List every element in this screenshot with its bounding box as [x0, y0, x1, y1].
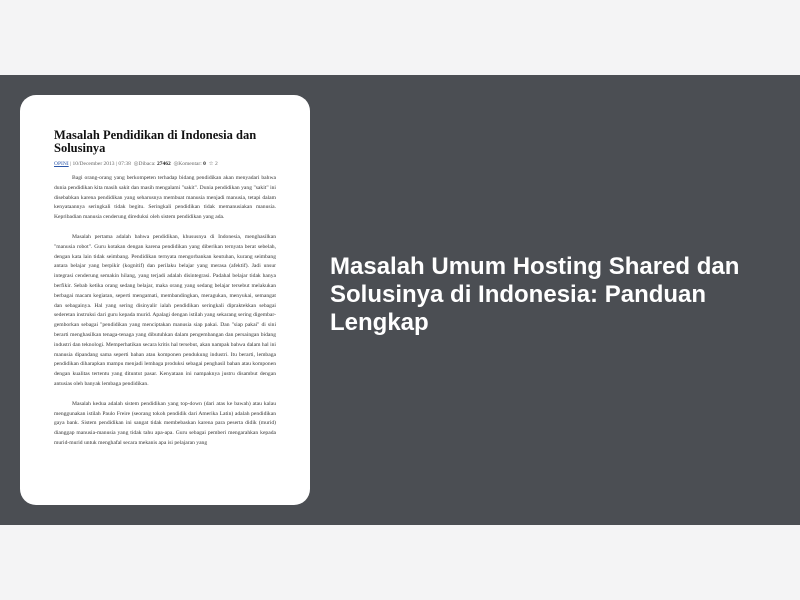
document-title: Masalah Pendidikan di Indonesia dan Solusinya: [54, 128, 257, 155]
like-icon: ☆: [208, 161, 214, 167]
document-paragraph: Bagi orang-orang yang berkompeten terhadap bidang pendidikan akan menyadari bahwa dunia pendidikan kita masih sakit dan masih mengalami "sakit". Dunia pendidikan yang "sakit" ini disebabkan karena pendidikan yang seharusnya membuat manusia menjadi manusia, tetapi dalam kenyataannya seringkali tidak begitu. Seringkali pendidikan tidak memanusiakan manusia. Kepribadian manusia cenderung direduksi oleh sistem pendidikan yang ada.: [54, 175, 276, 221]
eye-icon: ◎: [133, 161, 139, 167]
document-paragraph: Masalah pertama adalah bahwa pendidikan, khususnya di Indonesia, menghasilkan "manusia robot". Guru kotakan dengan karena pendidikan yang diberikan ternyata berat sebelah, dengan kata lain tidak seimbang. Pendidikan ternyata mengorbankan keutuhan, kurang seimbang antara belajar yang berpikir (kognitif) dan perilaku belajar yang merasa (afektif). Jadi unsur integrasi cenderung semakin hilang, yang terjadi adalah disintegrasi. Padahal belajar tidak hanya berfikir. Sebab ketika orang sedang belajar, maka orang yang sedang belajar tersebut melakukan berbagai macam kegiatan, seperti mengamati, membandingkan, meragukan, menyukai, semangat dan sebagainya. Hal yang sering disinyalir ialah pendidikan seringkali dipraktekkan sebagai sederetan instruksi dari guru kepada murid. Apalagi dengan istilah yang sekarang sering digembar-gemborkan sebagai "pendidikan yang menciptakan manusia siap pakai. Dan "siap pakai" di sini berarti menghasilkan tenaga-tenaga yang dibutuhkan dalam pengembangan dan persaingan bidang industri dan teknologi. Memperhatikan secara kritis hal tersebut, akan nampak bahwa dalam hal ini manusia dipandang sama seperti bahan atau komponen pendukung industri. Itu berarti, lembaga pendidikan diharapkan mampu menjadi lembaga produksi sebagai penghasil bahan atau komponen dengan kualitas tertentu yang dituntut pasar. Kenyataan ini nampaknya justru disambut dengan antusias oleh banyak lembaga pendidikan.: [54, 233, 276, 387]
post-date: | 10/December 2013 | 07:38: [70, 161, 131, 167]
author-link[interactable]: OPINI: [54, 161, 69, 167]
article-thumbnail[interactable]: [20, 95, 310, 505]
document-paragraph: Masalah kedua adalah sistem pendidikan yang top-down (dari atas ke bawah) atau kalau menggunakan istilah Paulo Freire (seorang tokoh pendidik dari Amerika Latin) adalah pendidikan gaya bank. Sistem pendidikan ini sangat tidak membebaskan karena para peserta didik (murid) dianggap manusia-manusia yang tidak tahu apa-apa. Guru sebagai pemberi mengarahkan kepada murid-murid untuk menghafal secara mekanis apa isi pelajaran yang: [54, 400, 276, 446]
views-count: 27462: [156, 161, 171, 167]
document-meta: [54, 160, 276, 168]
comments-label: Komentar:: [178, 161, 202, 167]
likes-count: 2: [214, 161, 218, 167]
article-headline[interactable]: Masalah Umum Hosting Shared dan Solusinya di Indonesia: Panduan Lengkap: [330, 253, 740, 336]
comment-icon: ◎: [173, 161, 179, 167]
document-preview: [54, 129, 276, 459]
comments-count: 0: [203, 161, 206, 167]
views-label: Dibaca:: [138, 161, 156, 167]
